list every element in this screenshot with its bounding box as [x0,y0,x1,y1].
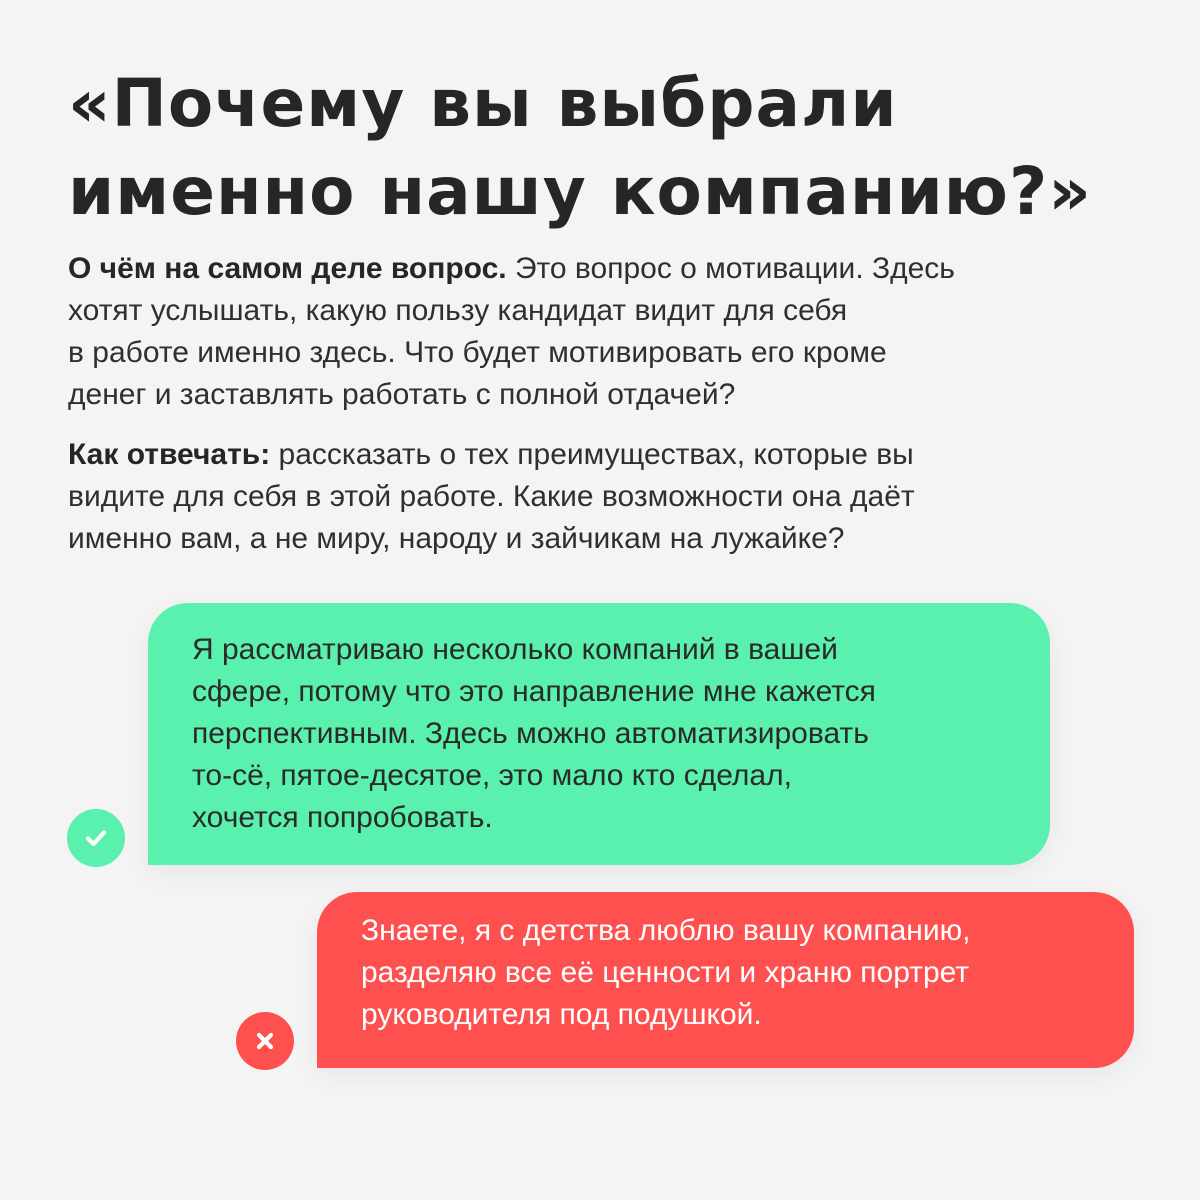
section-answer-label: Как отвечать: [68,438,271,471]
bad-example-line-1: Знаете, я с детства люблю вашу компанию, [361,914,971,947]
cross-icon-glyph [252,1028,278,1054]
section-about-text-1: Это вопрос о мотивации. Здесь [506,252,955,285]
page-title [68,60,1148,236]
section-answer-text-2: видите для себя в этой работе. Какие возможности она даёт [68,480,915,513]
section-about-text-2: хотят услышать, какую пользу кандидат видит для себя [68,294,848,327]
section-about-label: О чём на самом деле вопрос. [68,252,507,285]
title-line-2: именно нашу компанию?» [68,153,1092,230]
section-answer [68,434,1148,560]
good-example-line-2: сфере, потому что это направление мне кажется [192,675,876,708]
section-about-text-3: в работе именно здесь. Что будет мотивировать его кроме [68,336,887,369]
good-example-line-4: то-сё, пятое-десятое, это мало кто сделал, [192,759,792,792]
bad-example-line-3: руководителя под подушкой. [361,998,762,1031]
good-example-line-3: перспективным. Здесь можно автоматизировать [192,717,869,750]
good-example-bubble [148,603,1050,865]
check-icon [67,809,125,867]
section-about-text-4: денег и заставлять работать с полной отдачей? [68,378,736,411]
section-answer-text-1: рассказать о тех преимуществах, которые вы [270,438,914,471]
check-icon-glyph [81,823,111,853]
good-example-line-1: Я рассматриваю несколько компаний в вашей [192,633,838,666]
bad-example-bubble [317,892,1134,1068]
section-about [68,248,1148,416]
good-example-line-5: хочется попробовать. [192,801,493,834]
bad-example-line-2: разделяю все её ценности и храню портрет [361,956,970,989]
title-line-1: «Почему вы выбрали [68,65,898,142]
cross-icon [236,1012,294,1070]
section-about-line-1 [68,248,1148,290]
section-answer-line-1 [68,434,1148,476]
section-answer-text-3: именно вам, а не миру, народу и зайчикам на лужайке? [68,522,845,555]
